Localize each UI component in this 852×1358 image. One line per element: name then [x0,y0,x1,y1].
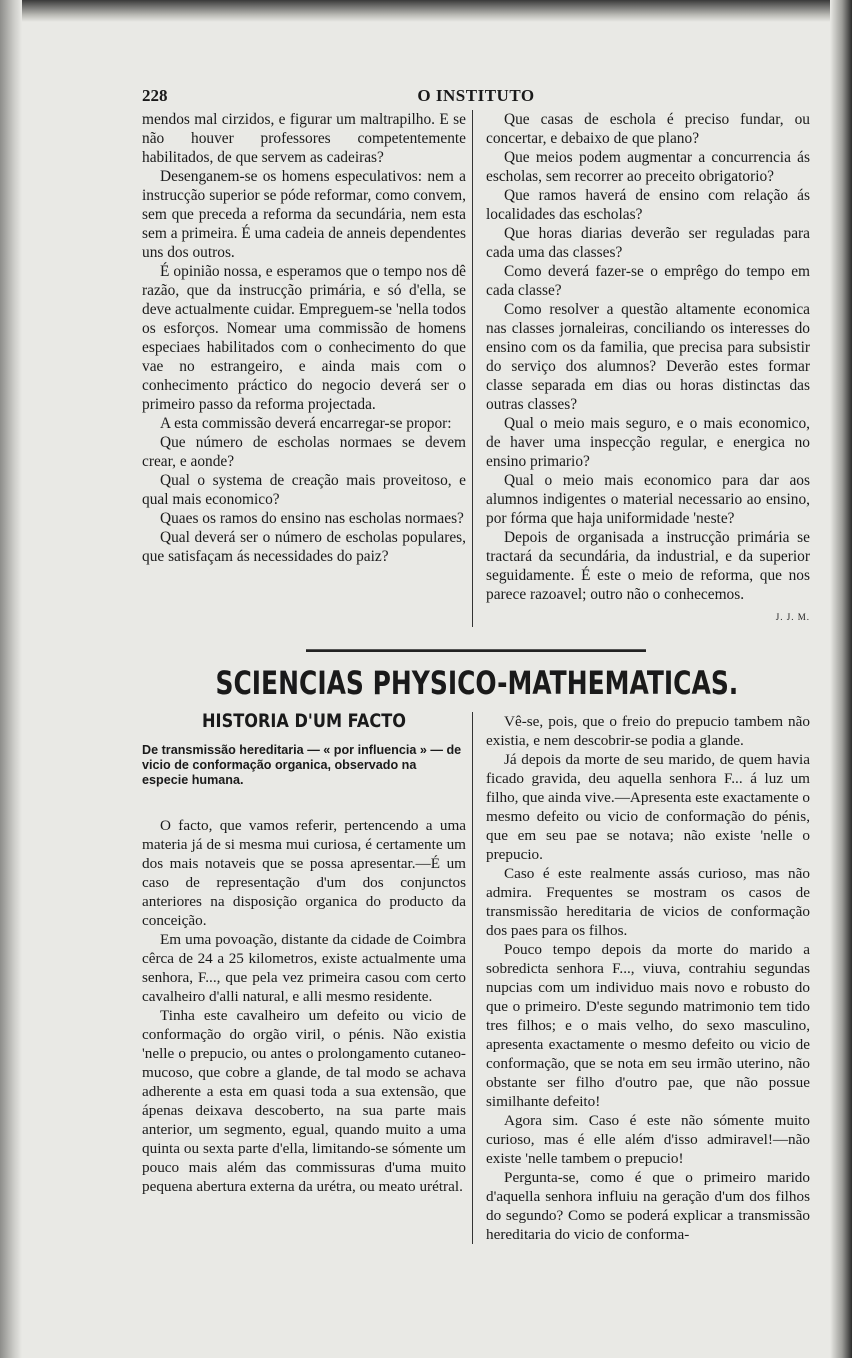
paragraph: Qual deverá ser o número de escholas populares, que satisfaçam ás necessidades do paiz? [142,529,466,565]
paragraph: É opinião nossa, e esperamos que o tempo nos dê razão, que da instrucção primária, e só d'ella, se deve actualmente cuidar. Empreguem-se 'nella todos os esforços. Nomear uma commissão de homens especiaes habilitados com o conhecimento do que vae no estrangeiro, e ainda mais com o conhecimento práctico do negocio deverá ser o primeiro passo da reforma projectada. [142,263,466,413]
author-initials: J. J. M. [775,612,810,622]
paragraph: Tinha este cavalheiro um defeito ou vicio de conformação do orgão viril, o pénis. Não existia 'nelle o prepucio, ou antes o prolongamento cutaneo-mucoso, que cobre a glande, de tal modo se achava adherente a esta em quasi toda a sua extensão, que ápenas deixava descoberto, na sua parte mais anterior, um segmento, egual, quando muito a uma quinta ou sexta parte d'ella, limitando-se sómente um pouco mais além das commissuras d'uma muito pequena abertura externa da urétra, ou meato urétral. [142,1007,466,1195]
scan-edge-top [0,0,852,22]
paragraph: Que ramos haverá de ensino com relação ás localidades das escholas? [486,187,810,223]
paragraph: Qual o meio mais seguro, e o mais economico, de haver uma inspecção regular, e energica no ensino primario? [486,415,810,470]
paragraph: Desenganem-se os homens especulativos: nem a instrucção superior se póde reformar, como convem, sem que preceda a reforma da secundária, nem esta sem a primeira. É uma cadeia de anneis dependentes uns dos outros. [142,168,466,261]
paragraph: Qual o meio mais economico para dar aos alumnos indigentes o material necessario ao ensino, por fórma que haja uniformidade 'neste? [486,472,810,527]
paragraph: O facto, que vamos referir, pertencendo a uma materia já de si mesma mui curiosa, é certamente um dos mais notaveis que se possa apresentar.—É um caso de representação d'um dos conjunctos anteriores na disposição organica do producto da conceição. [142,817,466,929]
paragraph: Como resolver a questão altamente economica nas classes jornaleiras, conciliando os interesses do ensino com os da familia, que precisa para subsistir do serviço dos alumnos? Deverão estes formar classe separada em dias ou horas distinctas das outras classes? [486,301,810,413]
bottom-right-column [486,712,810,1244]
paragraph: Depois de organisada a instrucção primária se tractará da secundária, da industrial, e da superior seguidamente. É este o meio de reforma, que nos parece razoavel; outro não o conhecemos. [486,529,810,603]
section-divider [306,649,646,652]
article-subtitle [142,743,466,788]
paragraph: Que horas diarias deverão ser reguladas para cada uma das classes? [486,225,810,261]
paragraph: Vê-se, pois, que o freio do prepucio tambem não existia, e nem descobrir-se podia a glande. [486,713,810,749]
paragraph: Pergunta-se, como é que o primeiro marido d'aquella senhora influiu na geração d'um dos filhos do segundo? Como se poderá explicar a transmissão hereditaria do vicio de conforma- [486,1169,810,1243]
bottom-columns [142,712,810,1244]
signature-line [486,604,810,627]
scan-edge-right [830,0,852,1358]
paragraph: Agora sim. Caso é este não sómente muito curioso, mas é elle além d'isso admiravel!—não existe 'nelle tambem o prepucio! [486,1112,810,1167]
paragraph: Como deverá fazer-se o emprêgo do tempo em cada classe? [486,263,810,299]
paragraph: Em uma povoação, distante da cidade de Coimbra cêrca de 24 a 25 kilometros, existe actualmente uma senhora, F..., que pela vez primeira casou com certo cavalheiro d'alli natural, e alli mesmo residente. [142,931,466,1005]
page-number: 228 [142,86,168,105]
paragraph: Que casas de eschola é preciso fundar, ou concertar, e debaixo de que plano? [486,111,810,147]
paragraph: Pouco tempo depois da morte do marido a sobredicta senhora F..., viuva, contrahiu segundas nupcias com um individuo mais novo e robusto do que o primeiro. D'este segundo matrimonio tem tido tres filhos; e o mais velho, do sexo masculino, apresenta exactamente o mesmo defeito ou vicio de conformação, que se nota em seu irmão uterino, não obstante ser filho d'outro pae, que não possue similhante defeito! [486,941,810,1110]
paragraph: Que número de escholas normaes se devem crear, e aonde? [142,434,466,470]
journal-title: O INSTITUTO [417,86,535,105]
top-right-column [486,110,810,627]
paragraph: Já depois da morte de seu marido, de quem havia ficado gravida, deu aquella senhora F... á luz um filho, que ainda vive.—Apresenta este exactamente o mesmo defeito ou vicio de conformação do pénis, que em seu pae se notava; não existe 'nelle o prepucio. [486,751,810,863]
article-title: HISTORIA D'UM FACTO [202,710,406,732]
paragraph: Quaes os ramos do ensino nas escholas normaes? [160,510,464,527]
paragraph: Que meios podem augmentar a concurrencia ás escholas, sem recorrer ao preceito obrigatorio? [486,149,810,185]
subtitle-text: De transmissão hereditaria — « por influencia » — de vicio de conformação organica, observado na especie humana. [142,743,462,787]
paragraph: Caso é este realmente assás curioso, mas não admira. Frequentes se mostram os casos de transmissão hereditaria de vicios de conformação dos paes para os filhos. [486,865,810,939]
paragraph: mendos mal cirzidos, e figurar um maltrapilho. E se não houver professores competentemente habilitados, de que servem as cadeiras? [142,111,466,166]
top-columns [142,110,810,627]
running-header [142,80,810,110]
section-title: SCIENCIAS PHYSICO-MATHEMATICAS. [215,664,739,702]
scan-edge-left [0,0,22,1358]
paragraph: Qual o systema de creação mais proveitoso, e qual mais economico? [142,472,466,508]
top-left-column [142,110,473,627]
paragraph: A esta commissão deverá encarregar-se propor: [160,415,452,432]
bottom-left-column [142,712,473,1244]
document-page [142,80,810,1244]
